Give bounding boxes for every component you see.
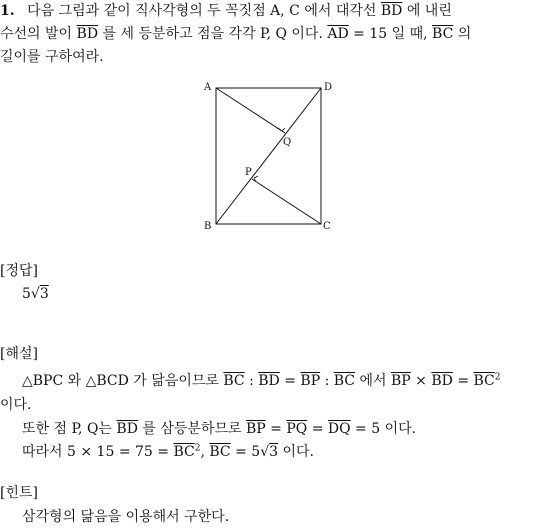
problem-text: 다음 그림과 같이 직사각형의 두 꼭짓점 A, C 에서 대각선 xyxy=(27,3,377,19)
label-c: C xyxy=(323,221,331,232)
segment-bc: $\overline{BC}$ xyxy=(432,26,454,42)
solution-line-4 xyxy=(22,443,314,461)
segment-bp: $\overline{BP}$ xyxy=(300,373,321,389)
segment-bc: $\overline{BC}$ xyxy=(173,444,195,460)
diagonal-bd xyxy=(216,88,321,224)
solution-text: = 5 이다. xyxy=(355,421,417,437)
segment-bc: $\overline{BC}$ xyxy=(209,444,231,460)
solution-text: 이다. xyxy=(282,444,314,460)
equals-sign: = xyxy=(270,421,282,437)
solution-text: 에서 xyxy=(359,373,387,389)
hint-header: [힌트] xyxy=(0,485,38,501)
ratio-colon: : xyxy=(324,373,330,389)
segment-bc: $\overline{BC}$ xyxy=(333,373,356,389)
problem-text: 를 세 등분하고 점을 각각 P, Q 이다. xyxy=(102,26,323,42)
answer-value xyxy=(22,285,49,303)
perpendicular-cp xyxy=(252,179,321,224)
segment-bp: $\overline{BP}$ xyxy=(390,373,411,389)
solution-line-2: 이다. xyxy=(0,397,32,413)
comma: , xyxy=(200,444,205,460)
segment-bp: $\overline{BP}$ xyxy=(245,421,266,437)
hint-text: 삼각형의 닮음을 이용해서 구한다. xyxy=(22,509,230,525)
problem-text: 길이를 구하여라. xyxy=(0,49,104,65)
answer-coefficient: 5 xyxy=(22,286,31,302)
segment-bd: $\overline{BD}$ xyxy=(431,373,453,389)
solution-text: 를 삼등분하므로 xyxy=(142,421,242,437)
equals-sign: = xyxy=(311,421,324,437)
answer-radicand: 3 xyxy=(39,286,49,302)
solution-line-3 xyxy=(22,420,416,438)
sqrt-symbol: √ xyxy=(30,286,40,302)
solution-header: [해설] xyxy=(0,346,38,362)
perpendicular-aq xyxy=(216,88,285,133)
segment-bd: $\overline{BD}$ xyxy=(258,373,280,389)
problem-line-1 xyxy=(0,2,452,20)
problem-text: = 15 일 때, xyxy=(353,26,428,42)
equals-sign: = xyxy=(457,373,470,389)
solution-text: = 5 xyxy=(235,444,261,460)
problem-text: 에 내린 xyxy=(406,3,452,19)
problem-text: 수선의 발이 xyxy=(0,26,73,42)
label-b: B xyxy=(204,221,212,232)
problem-number: 1. xyxy=(0,3,15,19)
equals-sign: = xyxy=(284,373,296,389)
rectangle-figure xyxy=(196,78,346,238)
exponent: 2 xyxy=(494,372,501,383)
segment-bd: $\overline{BD}$ xyxy=(380,3,403,19)
problem-text: 의 xyxy=(457,26,472,42)
solution-text: 또한 점 P, Q는 xyxy=(22,421,112,437)
times-sign: × xyxy=(415,373,427,389)
segment-bd: $\overline{BD}$ xyxy=(76,26,99,42)
segment-dq: $\overline{DQ}$ xyxy=(327,421,351,437)
problem-line-2 xyxy=(0,25,471,43)
segment-ad: $\overline{AD}$ xyxy=(327,26,349,42)
segment-bc: $\overline{BC}$ xyxy=(223,373,245,389)
label-d: D xyxy=(324,82,333,93)
segment-bc: $\overline{BC}$ xyxy=(473,373,495,389)
problem-line-3 xyxy=(0,48,104,66)
solution-text: 따라서 5 × 15 = 75 = xyxy=(22,444,170,460)
radicand: 3 xyxy=(269,444,279,460)
ratio-colon: : xyxy=(249,373,254,389)
solution-line-1 xyxy=(22,372,501,390)
segment-bd: $\overline{BD}$ xyxy=(116,421,138,437)
segment-pq: $\overline{PQ}$ xyxy=(286,421,308,437)
exponent: 2 xyxy=(194,443,201,454)
answer-header: [정답] xyxy=(0,263,38,279)
label-a: A xyxy=(204,82,212,93)
solution-text: △BPC 와 △BCD 가 닮음이므로 xyxy=(22,373,219,389)
label-p: P xyxy=(245,167,252,178)
label-q: Q xyxy=(283,137,292,148)
sqrt-symbol: √ xyxy=(260,444,270,460)
